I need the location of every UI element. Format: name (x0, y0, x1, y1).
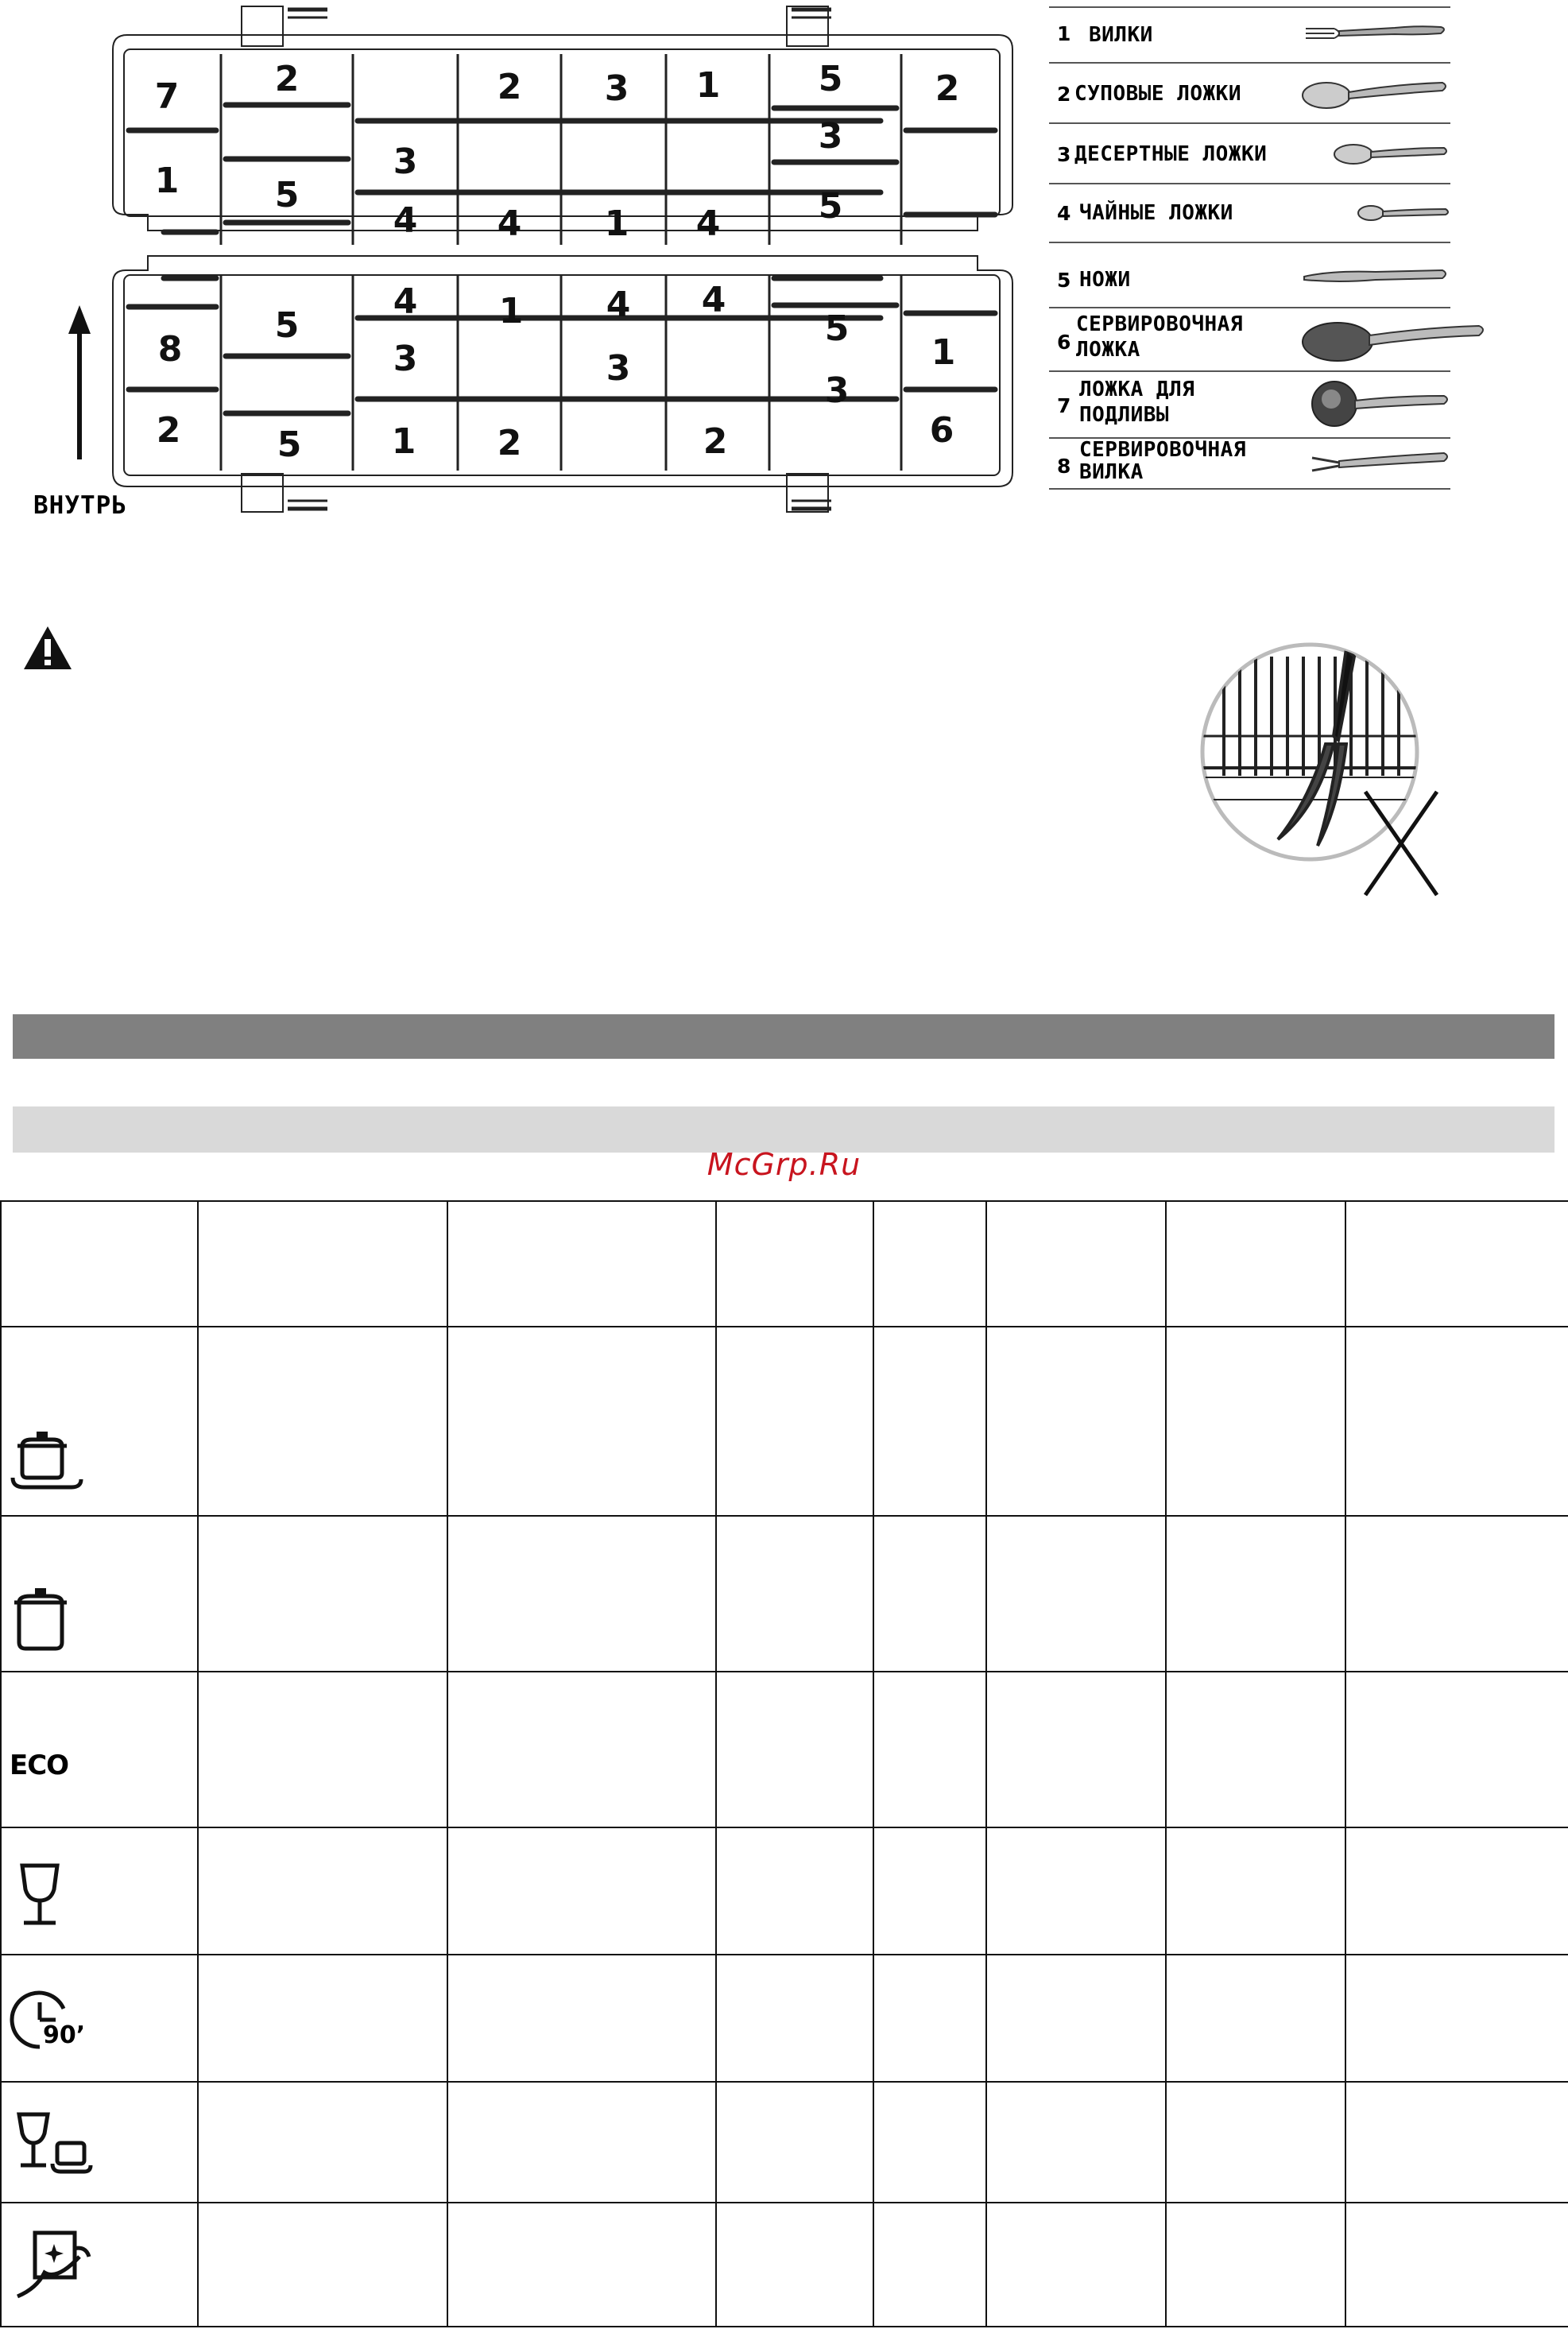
glass-and-dish-icon (14, 2106, 102, 2178)
legend-number: 4 (1057, 202, 1071, 225)
intensive-pot-icon (8, 1417, 87, 1505)
legend-item (1049, 437, 1450, 490)
eco-icon: ECO (10, 1750, 69, 1781)
knife-icon (1299, 261, 1450, 293)
tray-number: 2 (935, 68, 960, 109)
legend-label: ВИЛКИ (1089, 23, 1153, 47)
legend-label: СЕРВИРОВОЧНАЯ (1076, 312, 1243, 336)
prewash-icon (13, 2225, 100, 2304)
serving-spoon-icon (1298, 310, 1489, 366)
tray-number: 2 (703, 421, 728, 462)
fork-icon (1299, 17, 1450, 49)
tray-number: 3 (604, 68, 629, 109)
legend-label: ДЕСЕРТНЫЕ ЛОЖКИ (1074, 142, 1268, 166)
pot-icon (8, 1582, 87, 1661)
inside-arrow-icon (68, 305, 91, 459)
tray-number: 5 (824, 308, 850, 349)
tray-number: 3 (818, 116, 843, 157)
program-icon-cell (1, 1516, 198, 1672)
tray-number: 4 (606, 285, 631, 325)
soup-spoon-icon (1299, 73, 1450, 113)
inside-direction-label: ВНУТРЬ (33, 491, 127, 520)
tray-number: 5 (274, 175, 300, 215)
legend-label: ЛОЖКА ДЛЯ (1079, 378, 1195, 401)
program-icon-cell (1, 1955, 198, 2082)
tray-number: 1 (604, 203, 629, 244)
tray-number: 5 (274, 305, 300, 346)
ladle-icon (1307, 372, 1450, 436)
table-row (1, 2082, 1568, 2203)
legend-item (1049, 62, 1450, 124)
tray-number: 2 (497, 423, 522, 463)
program-icon-cell (1, 1827, 198, 1955)
tray-number: 1 (154, 161, 180, 201)
tray-number: 4 (393, 281, 418, 322)
tray-number: 6 (929, 410, 954, 451)
legend-number: 3 (1057, 143, 1071, 166)
dessert-spoon-icon (1331, 135, 1450, 170)
tray-number: 4 (393, 200, 418, 241)
tray-number: 4 (497, 203, 522, 244)
program-icon-cell (1, 2203, 198, 2327)
table-row (1, 1827, 1568, 1955)
legend-number: 6 (1057, 331, 1071, 354)
legend-label: ЧАЙНЫЕ ЛОЖКИ (1079, 201, 1233, 225)
legend-number: 7 (1057, 394, 1071, 417)
glass-icon (14, 1858, 78, 1929)
table-row (1, 1327, 1568, 1516)
tray-tab (242, 6, 283, 46)
tray-number: 1 (931, 332, 956, 373)
legend-label: НОЖИ (1079, 268, 1131, 292)
table-row (1, 1516, 1568, 1672)
tray-number: 3 (393, 339, 418, 379)
serving-fork-icon (1307, 444, 1450, 483)
legend-number: 1 (1057, 22, 1071, 45)
program-icon-cell (1, 1327, 198, 1516)
table-row (1, 1672, 1568, 1827)
legend-number: 5 (1057, 269, 1071, 292)
tray-number: 2 (497, 67, 522, 107)
section-header-bar (13, 1014, 1554, 1059)
tray-number: 2 (156, 410, 181, 451)
legend-number: 8 (1057, 455, 1071, 478)
tray-number: 5 (818, 186, 843, 227)
table-header-row (1, 1201, 1568, 1327)
legend-item (1049, 307, 1450, 372)
clock-90-label: 90’ (43, 2021, 86, 2049)
tray-number: 1 (498, 291, 524, 331)
tray-number: 7 (154, 76, 180, 117)
legend-item (1049, 6, 1450, 64)
cutlery-tray-diagram (0, 0, 1033, 541)
table-row (1, 2203, 1568, 2327)
tray-number: 3 (393, 141, 418, 182)
legend-item (1049, 183, 1450, 243)
tray-number: 8 (157, 329, 183, 370)
tray-tab (787, 6, 828, 46)
legend-label-line2: ВИЛКА (1079, 460, 1144, 484)
tray-number: 2 (274, 59, 300, 99)
legend-label: СУПОВЫЕ ЛОЖКИ (1074, 82, 1241, 106)
tray-number: 5 (818, 59, 843, 99)
watermark: McGrp.Ru (707, 1147, 861, 1182)
legend-item (1049, 370, 1450, 439)
legend-label-line2: ПОДЛИВЫ (1079, 403, 1170, 427)
legend-label: СЕРВИРОВОЧНАЯ (1079, 438, 1246, 462)
tray-number: 1 (391, 421, 416, 462)
tray-number: 4 (701, 280, 726, 320)
tray-number: 3 (824, 370, 850, 411)
tray-number: 1 (695, 65, 721, 106)
warning-icon (22, 625, 73, 671)
tray-number: 3 (606, 348, 631, 389)
program-table (0, 1200, 1568, 2327)
legend-number: 2 (1057, 83, 1071, 106)
tea-spoon-icon (1355, 197, 1450, 229)
subsection-header-bar (13, 1106, 1554, 1153)
table-row (1, 1955, 1568, 2082)
clock-90-icon (8, 1985, 111, 2056)
tray-number: 5 (277, 424, 302, 465)
legend-label-line2: ЛОЖКА (1076, 338, 1140, 362)
program-icon-cell (1, 1672, 198, 1827)
program-icon-cell (1, 2082, 198, 2203)
legend-item (1049, 122, 1450, 184)
tray-number: 4 (695, 203, 721, 244)
knife-placement-illustration (1198, 641, 1493, 903)
legend-item (1049, 242, 1450, 308)
